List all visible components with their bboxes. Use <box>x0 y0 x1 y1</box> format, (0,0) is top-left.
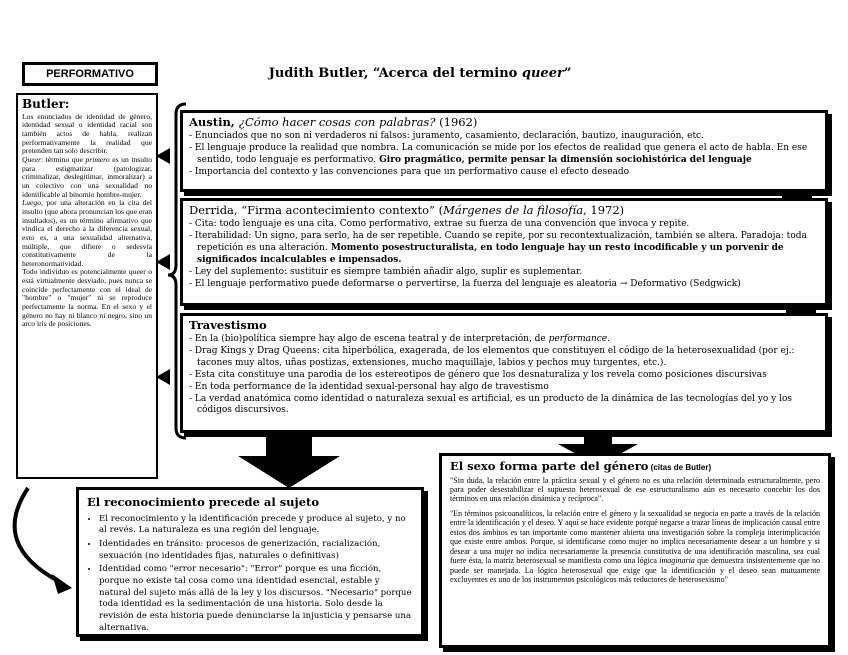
reconocimiento-item: • El reconocimiento y la identificación precede y produce al sujeto, y no al revés. La naturaleza es una región del lenguaje. <box>99 514 413 537</box>
page-title: Judith Butler, “Acerca del termino queer” <box>268 66 572 81</box>
butler-paragraph-3: Luego, por una alteración en la cita del insulto (que ahora pronuncian los que eran insultados), es un término afirmativo que vindica el derecho a la diferencia sexual, esto es, a una sexualidad alternativa, múltiple, que difiere o sedesvía constitutivamente de la heteronormatividad. <box>22 198 152 268</box>
reconocimiento-item: • Identidad como "error necesario": "Error" porque es una ficción, porque no existe tal cosa como una identidad esencial, estable y natural del sujeto más allá de la ley y los discursos. "Necesario" porque toda identidad es la sedimentación de una historia. Solo desde la revisión de esta historia puede denunciarse la injusticia y pensarse una alternativa. <box>99 564 413 634</box>
travestismo-section <box>180 313 828 433</box>
derrida-heading: Derrida, “Firma acontecimiento contexto” (Márgenes de la filosofía, 1972) <box>189 203 625 217</box>
austin-item: - El lenguaje produce la realidad que nombra. La comunicación se mide por los efectos de realidad que genera el acto de habla. En ese sentido, todo lenguaje es performativo. Giro pragmático, permite pensar la dimensión sociohistórica del lenguaje <box>189 143 819 167</box>
austin-section <box>180 110 828 192</box>
sexo-section <box>439 453 831 648</box>
austin-item: - Importancia del contexto y las convenciones para que un performativo cause el efecto deseado <box>189 167 819 179</box>
travestismo-item: - En toda performance de la identidad sexual-personal hay algo de travestismo <box>189 382 819 394</box>
down-arrow-left <box>238 430 340 488</box>
butler-paragraph-2: Queer: término que primero es un insulto para estigmatizar (patologizar, criminalizar, deslegitimar, inmoralizar) a un colectivo con una sexualidad no identificable al binomio hombre-mujer. <box>22 154 153 199</box>
reconocimiento-heading: El reconocimiento precede al sujeto <box>87 495 320 509</box>
derrida-section <box>180 198 828 306</box>
travestismo-item: - En la (bio)política siempre hay algo de escena teatral y de interpretación, de performance. <box>189 334 819 346</box>
curved-arrow <box>15 488 60 582</box>
travestismo-item: - Drag Kings y Drag Queens: cita hiperbólica, exagerada, de los elementos que constituyen el código de la heterosexualidad (por ej.: tacones muy altos, uñas postizas, extensiones, mucho maquillaje, labios y pechos muy turgentes, etc.). <box>189 346 819 370</box>
arrow-left-3 <box>156 369 170 385</box>
arrow-left-2 <box>156 254 170 270</box>
derrida-item: - Cita: todo lenguaje es una cita. Como performativo, extrae su fuerza de una convención que invoca y repite. <box>189 219 819 231</box>
butler-heading: Butler: <box>22 97 70 111</box>
butler-paragraph-4: Todo individuo es potencialmente queer o está virtualmente desviado, pues nunca se coincide perfectamente con el ideal de "hombre" o "mujer" ni se reproduce perfectamente la norma. En el sexo y el género no hay ni blanco ni negro, sino un arco iris de posiciones. <box>22 267 152 329</box>
travestismo-item: - La verdad anatómica como identidad o naturaleza sexual es artificial, es un producto de la dinámica de las tecnologías del yo y los códigos discursivos. <box>189 394 819 418</box>
austin-item: - Enunciados que no son ni verdaderos ni falsos: juramento, casamiento, declaración, bautizo, inauguración, etc. <box>189 131 819 143</box>
austin-heading: Austin, ¿Cómo hacer cosas con palabras? (1962) <box>189 115 478 129</box>
derrida-item: - Iterabilidad: Un signo, para serlo, ha de ser repetible. Cuando se repite, por su recontextualización, también se altera. Paradoja: toda repetición es una alteración. Momento posestructuralista, en todo lenguaje hay un resto incodificable y un porvenir de significados incalculables e impensados. <box>189 231 819 267</box>
sexo-quote-2: "En términos psicoanalíticos, la relación entre el género y la sexualidad se negocia en parte a través de la relación entre la identificación y el deseo. Y aquí se hace evidente porqué negarse a trazar líneas de implicación causal entre estos dos ámbitos es tan importante como mantener abierta una investigación sobre la compleja interimplicación que existe entre ambos. Porque, si identificarse como mujer no implica necesariamente desear a un hombre y si desear a una mujer no indica necesariamente la presencia constitutiva de una identificación masculina, sea cual fuere ésta, la matriz heterosexual se manifiesta como una lógica imaginaria que demuestra insistentemente que no puede ser manejada. La lógica heterosexual que exige que la identificación y el deseo sean mutuamente excluyentes es uno de los instrumentos psicológicos más reductores de heterosexismo" <box>450 508 820 584</box>
derrida-item: - Ley del suplemento: sustituir es siempre también añadir algo, suplir es suplementar. <box>189 267 819 279</box>
performativo-tag: PERFORMATIVO <box>22 62 158 86</box>
reconocimiento-item: • Identidades en tránsito: procesos de generización, racialización, sexuación (no identidades fijas, naturales o definitivas) <box>99 539 413 562</box>
butler-paragraph-1: Los enunciados de identidad de género, identidad sexual o identidad racial son también actos de habla, realizan performativamente la realidad que pretenden tan solo describir. <box>22 111 152 156</box>
arrow-left-1 <box>156 148 170 164</box>
derrida-item: - El lenguaje performativo puede deformarse o pervertirse, la fuerza del lenguaje es aleatoria → Deformativo (Sedgwick) <box>189 279 819 291</box>
travestismo-heading: Travestismo <box>189 318 267 332</box>
sexo-heading: El sexo forma parte del género (citas de Butler) <box>450 459 712 473</box>
travestismo-item: - Esta cita constituye una parodia de los estereotipos de género que los desnaturaliza y los revela como posiciones discursivas <box>189 370 819 382</box>
sexo-quote-1: "Sin duda, la relación entre la práctica sexual y el género no es una relación determinada estructuralmente, pero para poder desestabilizar el supuesto heterosexual de ese estructuralismo aún es necesario concebir los dos términos en una relación dinámica y recíproca". <box>450 475 820 504</box>
reconocimiento-section <box>76 487 424 637</box>
